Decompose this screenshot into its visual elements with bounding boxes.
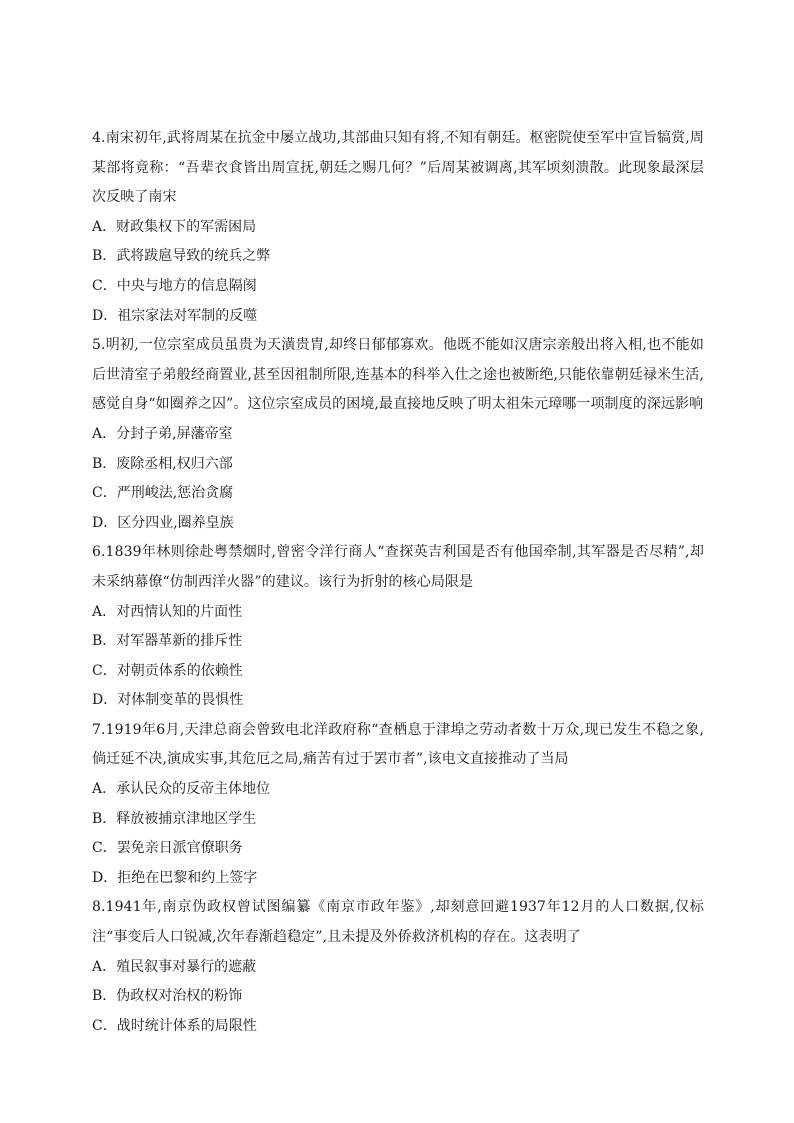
question-stem: 6.1839年林则徐赴粤禁烟时,曾密令洋行商人“查探英吉利国是否有他国牵制,其军器是否尽精”,却未采纳幕僚“仿制西洋火器”的建议。该行为折射的核心局限是: [92, 544, 704, 590]
option-text: 中央与地方的信息隔阂: [116, 277, 257, 294]
option-text: 区分四业,圈养皇族: [117, 514, 234, 531]
option-letter: B．: [92, 455, 117, 472]
option-text: 拒绝在巴黎和约上签字: [117, 869, 258, 886]
option-item: [92, 657, 704, 687]
option-text: 伪政权对治权的粉饰: [116, 988, 243, 1005]
option-item: [92, 686, 704, 716]
option-text: 对军器革新的排斥性: [116, 633, 243, 650]
option-text: 战时统计体系的局限性: [116, 1017, 257, 1034]
option-letter: C．: [92, 277, 117, 294]
option-list: [92, 598, 704, 716]
option-letter: A．: [92, 781, 117, 798]
option-item: [92, 450, 704, 480]
option-letter: A．: [92, 603, 117, 620]
question-stem: 7.1919年6月,天津总商会曾致电北洋政府称“查栖息于津埠之劳动者数十万众,现已发生不稳之象,倘迁延不决,演成实事,其危厄之局,痛苦有过于罢市者”,该电文直接推动了当局: [92, 721, 704, 768]
option-list: [92, 420, 704, 538]
option-text: 分封子弟,屏藩帝室: [116, 425, 233, 442]
option-item: [92, 509, 704, 539]
option-letter: A．: [92, 958, 117, 975]
option-letter: D．: [92, 514, 118, 531]
option-letter: B．: [92, 633, 117, 650]
question-7: [92, 716, 704, 894]
option-text: 对西情认知的片面性: [116, 603, 243, 620]
option-text: 殖民叙事对暴行的遮蔽: [116, 958, 257, 975]
option-item: [92, 420, 704, 450]
option-list: [92, 953, 704, 1042]
option-item: [92, 213, 704, 243]
option-text: 对朝贡体系的依赖性: [116, 662, 243, 679]
option-item: [92, 479, 704, 509]
question-list: [92, 124, 704, 1041]
option-item: [92, 864, 704, 894]
option-letter: B．: [92, 248, 117, 265]
option-item: [92, 302, 704, 332]
option-text: 武将跋扈导致的统兵之弊: [116, 248, 271, 265]
question-stem: 4.南宋初年,武将周某在抗金中屡立战功,其部曲只知有将,不知有朝廷。枢密院使至军中宣旨犒赏,周某部将竟称：“吾辈衣食皆出周宣抚,朝廷之赐几何？”后周某被调离,其军顷刻溃散。此现象最深层次反映了南宋: [92, 130, 704, 206]
question-4: [92, 124, 704, 331]
question-stem: 8.1941年,南京伪政权曾试图编纂《南京市政年鉴》,却刻意回避1937年12月的人口数据,仅标注“事变后人口锐减,次年春渐趋稳定”,且未提及外侨救济机构的存在。这表明了: [92, 899, 704, 946]
option-letter: A．: [92, 425, 117, 442]
option-letter: B．: [92, 988, 117, 1005]
option-list: [92, 213, 704, 331]
option-text: 严刑峻法,惩治贪腐: [116, 485, 234, 502]
option-text: 释放被捕京津地区学生: [116, 810, 257, 827]
option-item: [92, 834, 704, 864]
option-item: [92, 272, 704, 302]
option-item: [92, 805, 704, 835]
option-letter: D．: [92, 869, 118, 886]
question-stem: 5.明初,一位宗室成员虽贵为天潢贵胄,却终日郁郁寡欢。他既不能如汉唐宗亲般出将入相,也不能如后世清室子弟般经商置业,甚至因祖制所限,连基本的科举入仕之途也被断绝,只能依靠朝廷禄米生活,感觉自身“如圈养之囚”。这位宗室成员的困境,最直接地反映了明太祖朱元璋哪一项制度的深远影响: [92, 337, 704, 413]
option-list: [92, 775, 704, 893]
option-item: [92, 242, 704, 272]
option-text: 罢免亲日派官僚职务: [116, 840, 243, 857]
option-item: [92, 953, 704, 983]
option-item: [92, 982, 704, 1012]
question-8: [92, 893, 704, 1041]
question-5: [92, 331, 704, 538]
option-letter: C．: [92, 840, 117, 857]
option-letter: D．: [92, 307, 118, 324]
option-text: 财政集权下的军需困局: [116, 218, 257, 235]
option-item: [92, 1012, 704, 1042]
option-letter: D．: [92, 692, 118, 709]
option-letter: B．: [92, 810, 117, 827]
option-text: 祖宗家法对军制的反噬: [117, 307, 258, 324]
question-6: [92, 538, 704, 716]
option-text: 废除丞相,权归六部: [116, 455, 233, 472]
option-text: 承认民众的反帝主体地位: [116, 781, 271, 798]
option-item: [92, 598, 704, 628]
option-letter: A．: [92, 218, 117, 235]
option-text: 对体制变革的畏惧性: [117, 692, 244, 709]
option-item: [92, 627, 704, 657]
option-letter: C．: [92, 662, 117, 679]
option-item: [92, 775, 704, 805]
option-letter: C．: [92, 485, 117, 502]
option-letter: C．: [92, 1017, 117, 1034]
